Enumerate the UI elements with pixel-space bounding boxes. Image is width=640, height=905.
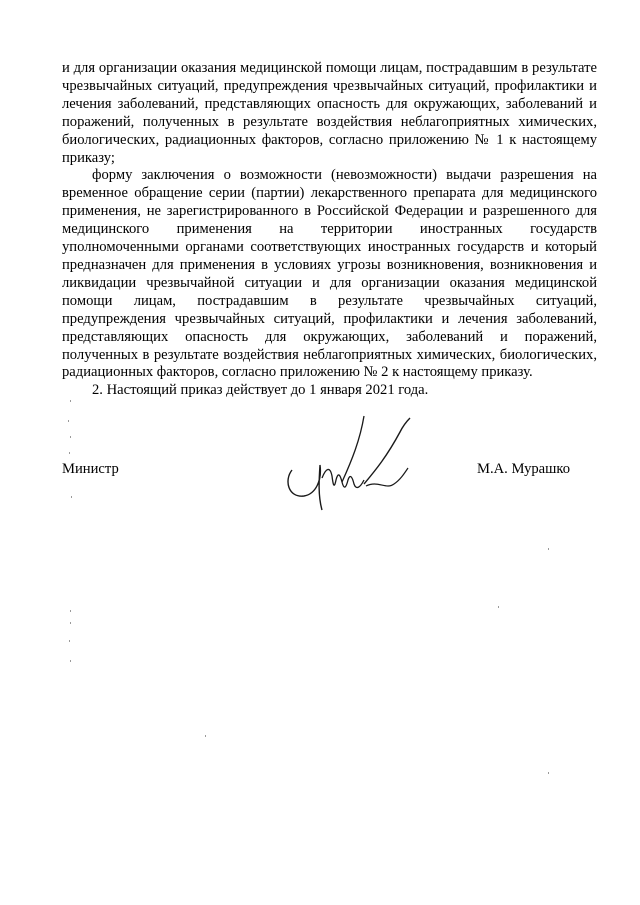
scan-speck <box>498 606 499 608</box>
scan-speck <box>71 496 72 498</box>
item-2: 2. Настоящий приказ действует до 1 января 2021 года. <box>92 382 429 399</box>
scan-speck <box>548 548 549 550</box>
paragraph-1: и для организации оказания медицинской помощи лицам, пострадавшим в результате чрезвычайных ситуаций, предупреждения чрезвычайных ситуаций, профилактики и лечения заболеваний, представляющих опасность для окружающих, заболеваний и поражений, полученных в результате воздействия неблагоприятных химических, биологических, радиационных факторов, согласно приложению № 1 к настоящему приказу; <box>62 60 597 166</box>
signer-name: М.А. Мурашко <box>477 461 571 477</box>
paragraph-2: форму заключения о возможности (невозможности) выдачи разрешения на временное обращение серии (партии) лекарственного препарата для медицинского применения, не зарегистрированного в Российской Федерации и разрешенного для медицинского применения на территории иностранных государств уполномоченными органами соответствующих иностранных государств и который предназначен для применения в условиях угрозы возникновения, возникновения и ликвидации чрезвычайной ситуации и для организации оказания медицинской помощи лицам, пострадавшим в результате чрезвычайных ситуаций, предупреждения чрезвычайных ситуаций, профилактики и лечения заболеваний, представляющих опасность для окружающих, заболеваний и поражений, полученных в результате воздействия неблагоприятных химических, биологических, радиационных факторов, согласно приложению № 2 к настоящему приказу. <box>62 167 597 381</box>
scan-speck <box>69 640 70 642</box>
document-body <box>62 60 597 400</box>
scan-speck <box>69 452 70 454</box>
scan-speck <box>70 610 71 612</box>
scan-speck <box>70 400 71 402</box>
scan-speck <box>70 660 71 662</box>
signature-image <box>282 410 422 520</box>
scan-speck <box>205 735 206 737</box>
scan-speck <box>68 420 69 422</box>
scan-speck <box>548 772 549 774</box>
scan-speck <box>70 622 71 624</box>
scan-speck <box>70 436 71 438</box>
position-label: Министр <box>62 461 119 477</box>
